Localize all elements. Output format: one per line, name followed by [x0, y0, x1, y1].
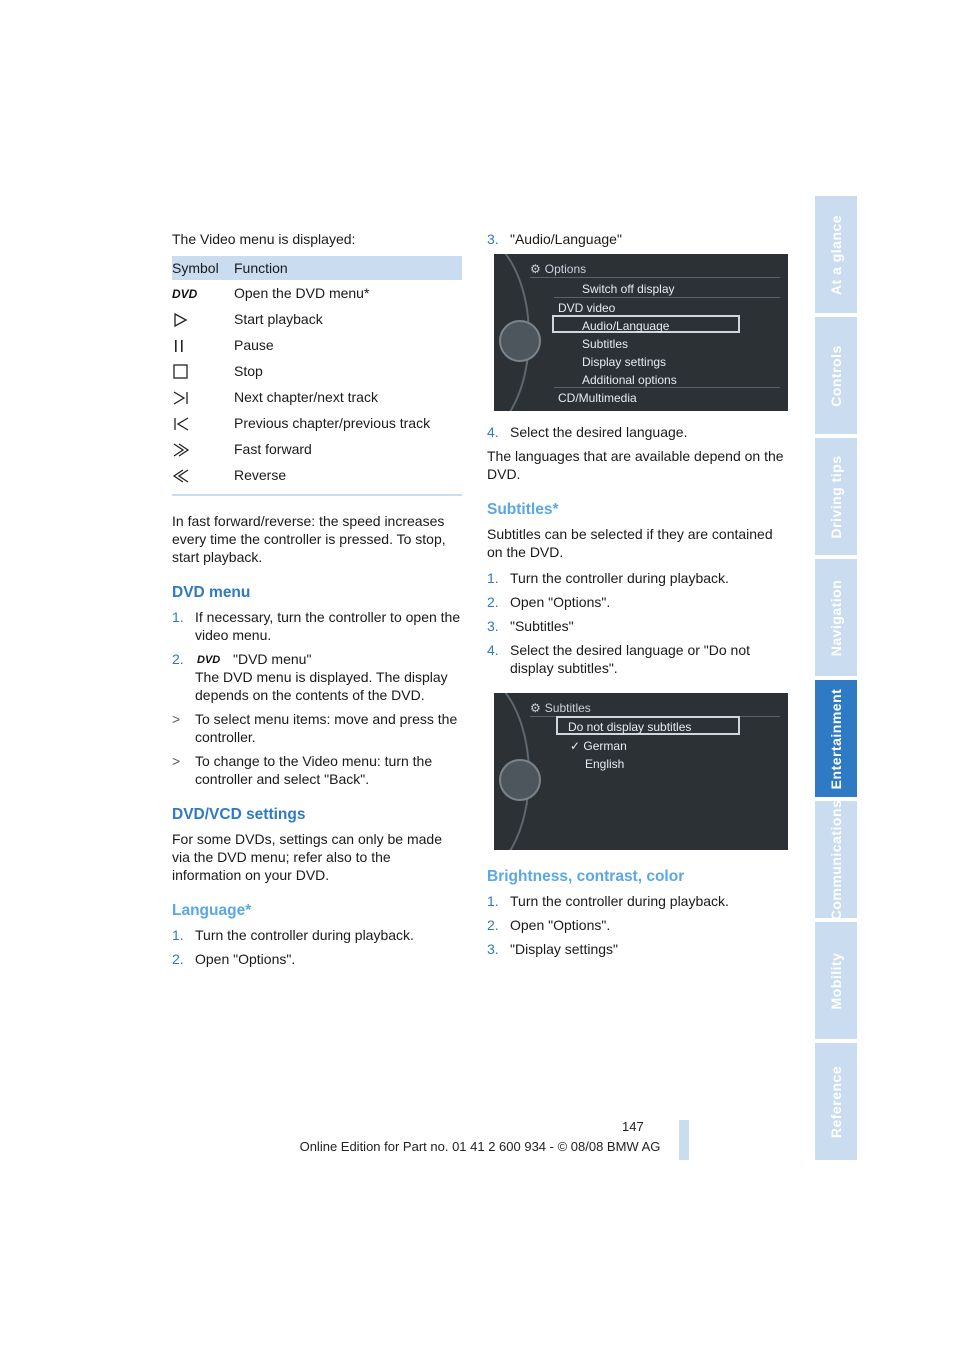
- language-note: The languages that are available depend on the DVD.: [487, 448, 784, 482]
- fast-forward-icon: [172, 441, 200, 459]
- table-cell-function: Start playback: [234, 311, 323, 327]
- dvd-menu-heading: DVD menu: [172, 584, 251, 601]
- list-item: 4. Select the desired language.: [487, 424, 688, 440]
- tab-navigation[interactable]: Navigation: [815, 559, 857, 676]
- list-item: > To change to the Video menu: turn the controller and select "Back".: [172, 753, 433, 787]
- table-header-row: [172, 256, 462, 280]
- screen-menu-item: DVD video: [558, 301, 616, 315]
- tab-at-a-glance[interactable]: At a glance: [815, 196, 857, 313]
- language-steps-end: [487, 423, 787, 441]
- left-column: [172, 230, 462, 974]
- controller-knob-icon: [499, 320, 541, 362]
- table-header-symbol: Symbol: [172, 256, 234, 280]
- play-icon: [172, 311, 200, 329]
- language-heading: Language*: [172, 902, 252, 919]
- controller-knob-icon: [499, 759, 541, 801]
- screen-menu-item: Switch off display: [582, 282, 675, 296]
- screen-menu-item: Additional options: [582, 373, 677, 387]
- screen-menu-item: English: [585, 757, 625, 771]
- table-row: [172, 436, 462, 462]
- right-column: [487, 230, 787, 964]
- screen-menu-item: Display settings: [582, 355, 667, 369]
- table-cell-function: Pause: [234, 337, 274, 353]
- page-number: 147: [622, 1119, 644, 1134]
- divider: [554, 387, 780, 388]
- gear-icon: ⚙: [530, 262, 541, 276]
- dvd-vcd-settings-heading: DVD/VCD settings: [172, 806, 306, 823]
- table-row: [172, 462, 462, 495]
- symbol-table: [172, 256, 462, 496]
- list-item: 1. Turn the controller during playback.: [487, 570, 729, 586]
- table-row: [172, 384, 462, 410]
- brightness-heading: Brightness, contrast, color: [487, 868, 685, 885]
- screen-menu-item: ✓ German: [570, 739, 627, 753]
- list-item: 1. Turn the controller during playback.: [172, 927, 414, 943]
- screen-title: ⚙ Options: [530, 262, 587, 276]
- subtitles-screenshot: [494, 693, 788, 850]
- table-cell-function: Reverse: [234, 467, 287, 483]
- table-cell-function: Fast forward: [234, 441, 312, 457]
- screen-menu-item-selected: Audio/Language: [582, 319, 670, 333]
- language-steps: [172, 926, 462, 968]
- table-cell-function: Stop: [234, 363, 263, 379]
- chapter-tabs: [815, 196, 857, 1164]
- settings-paragraph: For some DVDs, settings can only be made via the DVD menu; refer also to the information on your DVD.: [172, 831, 443, 883]
- screen-menu-item: Subtitles: [582, 337, 629, 351]
- list-item: 1. Turn the controller during playback.: [487, 893, 729, 909]
- table-cell-function: Open the DVD menu*: [234, 285, 370, 301]
- dvd-icon: [172, 285, 200, 303]
- dvd-menu-steps: [172, 608, 462, 704]
- list-item: 3. "Display settings": [487, 941, 618, 957]
- table-row: [172, 280, 462, 306]
- subtitles-heading: Subtitles*: [487, 501, 559, 518]
- table-header-function: Function: [234, 256, 462, 280]
- svg-text:DVD: DVD: [197, 654, 221, 666]
- table-row: [172, 332, 462, 358]
- dvd-icon: [197, 652, 227, 666]
- footer-text: Online Edition for Part no. 01 41 2 600 934 - © 08/08 BMW AG: [299, 1139, 661, 1154]
- list-item: > To select menu items: move and press the controller.: [172, 711, 458, 745]
- dvd-menu-bullets: [172, 710, 462, 788]
- stop-icon: [172, 363, 200, 381]
- tab-communications[interactable]: Communications: [815, 801, 857, 918]
- table-row: [172, 306, 462, 332]
- subtitles-intro: Subtitles can be selected if they are contained on the DVD.: [487, 526, 773, 560]
- fast-forward-paragraph: In fast forward/reverse: the speed increases every time the controller is pressed. To stop, start playback.: [172, 513, 446, 565]
- screen-title: ⚙ Subtitles: [530, 701, 591, 715]
- list-item: 1. If necessary, turn the controller to open the video menu.: [172, 609, 461, 643]
- language-steps-continued: [487, 230, 787, 248]
- previous-track-icon: [172, 415, 200, 433]
- tab-reference[interactable]: Reference: [815, 1043, 857, 1160]
- list-item: 3. "Subtitles": [487, 618, 574, 634]
- divider: [554, 297, 780, 298]
- next-track-icon: [172, 389, 200, 407]
- table-row: [172, 358, 462, 384]
- tab-driving-tips[interactable]: Driving tips: [815, 438, 857, 555]
- table-cell-function: Next chapter/next track: [234, 389, 378, 405]
- list-item: 2. Open "Options".: [487, 594, 611, 610]
- table-cell-function: Previous chapter/previous track: [234, 415, 431, 431]
- tab-mobility[interactable]: Mobility: [815, 922, 857, 1039]
- list-item: 2. Open "Options".: [172, 951, 296, 967]
- screen-menu-item-selected: Do not display subtitles: [568, 720, 692, 734]
- tab-entertainment[interactable]: Entertainment: [815, 680, 857, 797]
- divider: [530, 277, 780, 278]
- table-row: [172, 410, 462, 436]
- subtitles-steps: [487, 569, 787, 677]
- list-item: 3. "Audio/Language": [487, 231, 622, 247]
- screen-menu-item: CD/Multimedia: [558, 391, 637, 405]
- list-item: 2. Open "Options".: [487, 917, 611, 933]
- svg-text:DVD: DVD: [172, 286, 198, 301]
- reverse-icon: [172, 467, 200, 485]
- pause-icon: [172, 337, 200, 355]
- list-item: 4. Select the desired language or "Do not display subtitles".: [487, 642, 751, 676]
- intro-text: The Video menu is displayed:: [172, 231, 356, 247]
- tab-controls[interactable]: Controls: [815, 317, 857, 434]
- list-item: 2. DVD "DVD menu" The DVD menu is displayed. The display depends on the contents of the DVD.: [172, 651, 448, 703]
- gear-icon: ⚙: [530, 701, 541, 715]
- brightness-steps: [487, 892, 787, 958]
- options-screenshot: [494, 254, 788, 411]
